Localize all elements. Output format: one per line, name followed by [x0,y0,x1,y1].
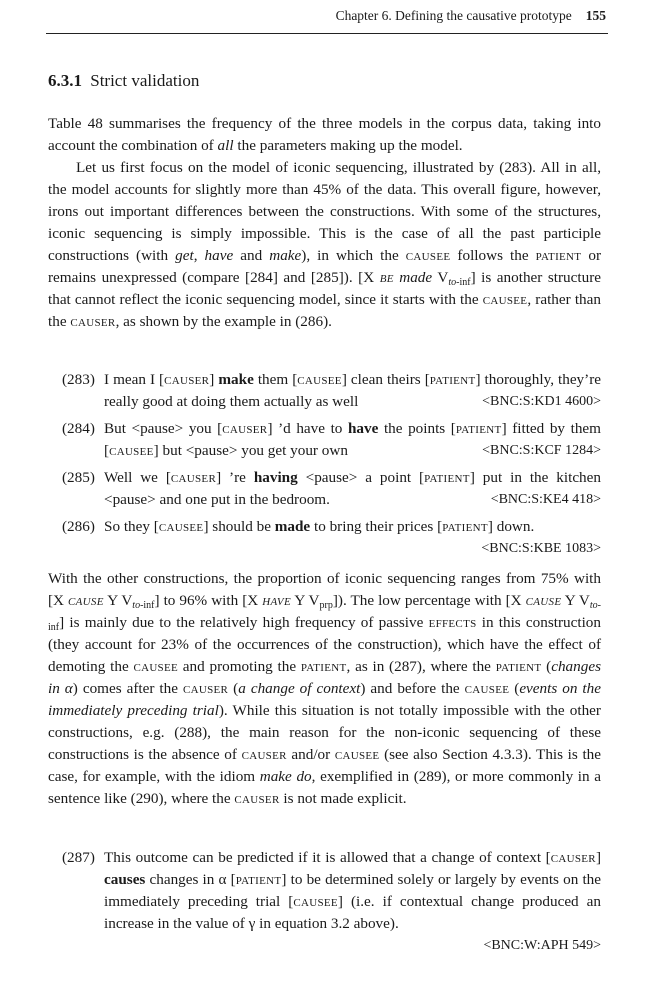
running-header [46,8,606,24]
paragraph: With the other constructions, the proportion of iconic sequencing ranges from 75% with [X cause Y $V_{to-inf}$] to 96% with [X have Y $V_{prp}$]). The low percentage with [X cause Y $V_{to-inf}$] is mainly due to the relatively high frequency of passive effects in this construction (they account for 23% of the occurrences of the construction), which have the effect of demoting the causee and promoting the patient, as in (287), where the patient (changes in α) comes after the causer (a change of context) and before the causee (events on the immediately preceding trial). While this situation is not totally impossible with the other constructions, e.g. (288), the main reason for the non-iconic sequencing of these constructions is the absence of causer and/or causee (see also Section 4.3.3). This is the case, for example, with the idiom make do, exemplified in (289), or more commonly in a sentence like (290), where the causer is not made explicit. [48,570,602,807]
corpus-reference: <BNC:S:KD1 4600> [482,394,601,409]
paragraph: Let us first focus on the model of iconic sequencing, illustrated by (283). All in all, the model accounts for slightly more than 45% of the data. This overall figure, however, irons out important differences between the constructions. With some of the structures, iconic sequencing is simply impossible. This is the case of all the past participle constructions (with get, have and make), in which the causee follows the patient or remains unexpressed (compare [284] and [285]). [X be made $V_{to-inf}$] is another structure that cannot reflect the iconic sequencing model, since it starts with the causee, rather than the causer, as shown by the example in (286). [48,159,602,330]
page-number: 155 [585,8,606,23]
example-287: (287) This outcome can be predicted if it is allowed that a change of context [causer] causes changes in α [patient] to be determined solely or largely by events on the immediately preceding trial [causee] (i.e. if contextual change produced an increase in the value of γ in equation 3.2 above). <BNC:W:APH 549> [62,847,601,957]
example-286: (286) So they [causee] should be made to bring their prices [patient] down. <BNC:S:KBE 1083> [62,516,601,560]
example-283: (283) I mean I [causer] make them [causee] clean theirs [patient] thoroughly, they’re really good at doing them actually as well <BNC:S:KD1 4600> [62,369,601,413]
paragraph: Table 48 summarises the frequency of the three models in the corpus data, taking into account the combination of all the parameters making up the model. [48,115,601,154]
corpus-reference: <BNC:S:KBE 1083> [481,541,601,556]
example-285: (285) Well we [causer] ’re having <pause> a point [patient] put in the kitchen <pause> and one put in the bedroom. <BNC:S:KE4 418> [62,467,601,511]
corpus-reference: <BNC:W:APH 549> [483,938,601,953]
section-title: Strict validation [90,71,200,90]
running-title: Chapter 6. Defining the causative prototype [335,8,572,23]
corpus-reference: <BNC:S:KE4 418> [490,492,601,507]
body-paragraphs-2 [48,568,601,810]
body-paragraphs-1 [48,113,601,333]
example-284: (284) But <pause> you [causer] ’d have to have the points [patient] fitted by them [causee] but <pause> you get your own <BNC:S:KCF 1284> [62,418,601,462]
section-number: 6.3.1 [48,71,82,90]
header-rule [46,33,608,34]
corpus-reference: <BNC:S:KCF 1284> [482,443,601,458]
section-heading [48,71,199,91]
